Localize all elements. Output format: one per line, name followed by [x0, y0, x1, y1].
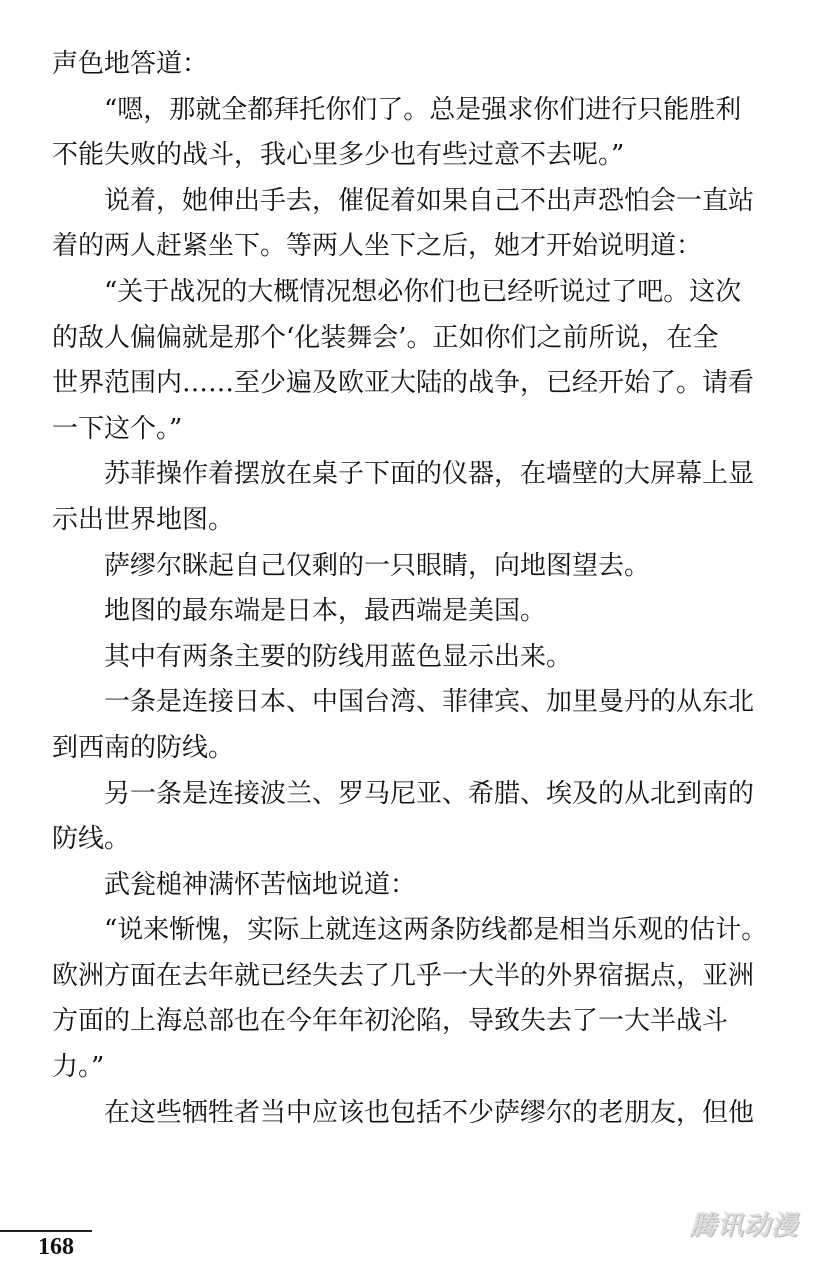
text-line: 在这些牺牲者当中应该也包括不少萨缪尔的老朋友，但他: [52, 1097, 755, 1128]
text-line: 另一条是连接波兰、罗马尼亚、希腊、埃及的从北到南的: [52, 778, 755, 809]
text-line: “嗯，那就全都拜托你们了。总是强求你们进行只能胜利: [52, 94, 742, 125]
watermark-logo: 腾讯动漫: [689, 1211, 798, 1241]
text-line: 一条是连接日本、中国台湾、菲律宾、加里曼丹的从东北: [52, 687, 755, 718]
text-line: 方面的上海总部也在今年年初沦陷，导致失去了一大半战斗: [52, 1006, 729, 1037]
text-line: 到西南的防线。: [52, 732, 235, 763]
text-line: 说着，她伸出手去，催促着如果自己不出声恐怕会一直站: [52, 185, 755, 216]
text-line: 力。”: [52, 1052, 105, 1083]
text-line: 地图的最东端是日本，最西端是美国。: [52, 596, 547, 627]
text-line: 着的两人赶紧坐下。等两人坐下之后，她才开始说明道：: [52, 231, 703, 262]
text-line: 其中有两条主要的防线用蓝色显示出来。: [52, 641, 573, 672]
page-text: [52, 42, 772, 1136]
text-line: 示出世界地图。: [52, 504, 235, 535]
text-line: 声色地答道：: [52, 49, 209, 79]
text-line: 苏菲操作着摆放在桌子下面的仪器，在墙壁的大屏幕上显: [52, 459, 755, 490]
text-line: “关于战况的大概情况想必你们也已经听说过了吧。这次: [52, 276, 742, 307]
text-line: 欧洲方面在去年就已经失去了几乎一大半的外界宿据点，亚洲: [52, 960, 755, 991]
text-line: 武瓮槌神满怀苦恼地说道：: [52, 869, 417, 900]
text-line: 萨缪尔眯起自己仅剩的一只眼睛，向地图望去。: [52, 550, 651, 581]
text-line: 一下这个。”: [52, 413, 183, 444]
text-line: 世界范围内……至少遍及欧亚大陆的战争，已经开始了。请看: [52, 368, 755, 399]
text-line: “说来惭愧，实际上就连这两条防线都是相当乐观的估计。: [52, 915, 768, 946]
text-line: 的敌人偏偏就是那个‘化装舞会’。正如你们之前所说，在全: [52, 322, 719, 353]
page-number: 168: [38, 1234, 74, 1260]
text-line: 不能失败的战斗，我心里多少也有些过意不去呢。”: [52, 140, 625, 171]
text-line: 防线。: [52, 824, 131, 855]
